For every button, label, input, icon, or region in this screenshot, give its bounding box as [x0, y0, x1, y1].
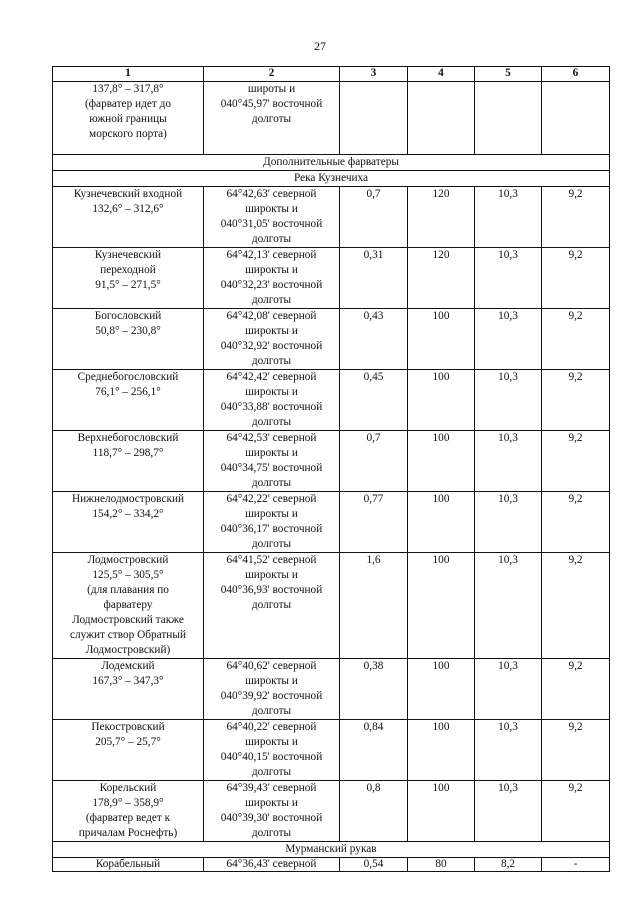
col6-cell: 9,2 — [542, 248, 610, 309]
col4-cell: 100 — [408, 659, 475, 720]
table-row — [53, 553, 610, 659]
coords-cell: 64°42,22' северной широкты и 040°36,17' восточной долготы — [204, 492, 340, 553]
fairway-name-cell: Кузнечевский входной 132,6° – 312,6° — [53, 187, 204, 248]
col3-cell: 0,45 — [340, 370, 408, 431]
col5-cell: 10,3 — [475, 492, 542, 553]
table-row — [53, 370, 610, 431]
fairway-name-cell: Лодмостровский 125,5° – 305,5° (для плавания по фарватеру Лодмостровский также служит створ Обратный Лодмостровский) — [53, 553, 204, 659]
col3-cell: 0,7 — [340, 431, 408, 492]
header-row — [53, 67, 610, 82]
header-col-2: 2 — [204, 67, 340, 82]
col6-cell: 9,2 — [542, 720, 610, 781]
col3-cell: 0,43 — [340, 309, 408, 370]
coords-cell: 64°42,53' северной широкты и 040°34,75' восточной долготы — [204, 431, 340, 492]
col6-cell: 9,2 — [542, 553, 610, 659]
col5-cell: 10,3 — [475, 781, 542, 842]
col4-cell: 100 — [408, 781, 475, 842]
col4-cell: 120 — [408, 187, 475, 248]
col5-cell: 10,3 — [475, 720, 542, 781]
col6-cell: 9,2 — [542, 187, 610, 248]
col6-cell: 9,2 — [542, 309, 610, 370]
fairway-name-cell: Корабельный — [53, 858, 204, 872]
col6-cell: 9,2 — [542, 431, 610, 492]
fairway-name-cell: Кузнечевский переходной 91,5° – 271,5° — [53, 248, 204, 309]
subsection-row — [53, 171, 610, 187]
col3-cell: 0,31 — [340, 248, 408, 309]
coords-cell: 64°40,22' северной широкты и 040°40,15' восточной долготы — [204, 720, 340, 781]
fairway-name-cell: Верхнебогословский 118,7° – 298,7° — [53, 431, 204, 492]
coords-cell: 64°41,52' северной широкты и 040°36,93' восточной долготы — [204, 553, 340, 659]
col4-cell: 100 — [408, 720, 475, 781]
table-row — [53, 720, 610, 781]
subsection-title-murmansky: Мурманский рукав — [53, 842, 610, 858]
col4-cell: 100 — [408, 431, 475, 492]
table-row — [53, 309, 610, 370]
col5-cell: 10,3 — [475, 553, 542, 659]
col6-cell: 9,2 — [542, 370, 610, 431]
col3-cell: 0,7 — [340, 187, 408, 248]
table-row — [53, 659, 610, 720]
col5-cell: 10,3 — [475, 248, 542, 309]
col3-cell: 0,84 — [340, 720, 408, 781]
header-col-1: 1 — [53, 67, 204, 82]
table-row — [53, 492, 610, 553]
col5-cell: 10,3 — [475, 309, 542, 370]
col6-cell: 9,2 — [542, 659, 610, 720]
section-row — [53, 155, 610, 171]
table-row — [53, 248, 610, 309]
header-col-3: 3 — [340, 67, 408, 82]
coords-cell: 64°40,62' северной широкты и 040°39,92' восточной долготы — [204, 659, 340, 720]
col5-cell: 10,3 — [475, 187, 542, 248]
subsection-row — [53, 842, 610, 858]
coords-cell: 64°42,63' северной широкты и 040°31,05' восточной долготы — [204, 187, 340, 248]
col4-cell: 100 — [408, 492, 475, 553]
page-number: 27 — [314, 39, 326, 53]
coords-cell: 64°42,42' северной широкты и 040°33,88' восточной долготы — [204, 370, 340, 431]
coords-cell: 64°36,43' северной — [204, 858, 340, 872]
col3-cell: 1,6 — [340, 553, 408, 659]
col6-cell: 9,2 — [542, 492, 610, 553]
header-col-5: 5 — [475, 67, 542, 82]
col3-cell: 0,54 — [340, 858, 408, 872]
header-col-6: 6 — [542, 67, 610, 82]
fairway-table — [52, 66, 610, 872]
col5-cell: 8,2 — [475, 858, 542, 872]
col5-cell: 10,3 — [475, 370, 542, 431]
coords-cell: 64°42,13' северной широкты и 040°32,23' восточной долготы — [204, 248, 340, 309]
fairway-name-cell: Нижнелодмостровский 154,2° – 334,2° — [53, 492, 204, 553]
col6-cell: 9,2 — [542, 781, 610, 842]
table-row — [53, 858, 610, 872]
continuation-row — [53, 82, 610, 155]
table-row — [53, 781, 610, 842]
fairway-name-cell: Пекостровский 205,7° – 25,7° — [53, 720, 204, 781]
col5-cell: 10,3 — [475, 659, 542, 720]
col6-cell: - — [542, 858, 610, 872]
col3-cell: 0,8 — [340, 781, 408, 842]
subsection-title-kuznechikha: Река Кузнечиха — [53, 171, 610, 187]
col4-cell: 80 — [408, 858, 475, 872]
table-row — [53, 431, 610, 492]
fairway-name-cell: Корельский 178,9° – 358,9° (фарватер ведет к причалам Роснефть) — [53, 781, 204, 842]
col4-cell: 120 — [408, 248, 475, 309]
continuation-coords-cell: широты и 040°45,97' восточной долготы — [204, 82, 340, 155]
col5-cell: 10,3 — [475, 431, 542, 492]
coords-cell: 64°42,08' северной широкты и 040°32,92' восточной долготы — [204, 309, 340, 370]
section-title: Дополнительные фарватеры — [53, 155, 610, 171]
fairway-name-cell: Лодемский 167,3° – 347,3° — [53, 659, 204, 720]
col3-cell: 0,38 — [340, 659, 408, 720]
table-row — [53, 187, 610, 248]
continuation-name-cell: 137,8° – 317,8° (фарватер идет до южной границы морского порта) — [53, 82, 204, 155]
header-col-4: 4 — [408, 67, 475, 82]
col4-cell: 100 — [408, 309, 475, 370]
col3-cell: 0,77 — [340, 492, 408, 553]
coords-cell: 64°39,43' северной широкты и 040°39,30' восточной долготы — [204, 781, 340, 842]
fairway-name-cell: Среднебогословский 76,1° – 256,1° — [53, 370, 204, 431]
col4-cell: 100 — [408, 370, 475, 431]
fairway-name-cell: Богословский 50,8° – 230,8° — [53, 309, 204, 370]
col4-cell: 100 — [408, 553, 475, 659]
